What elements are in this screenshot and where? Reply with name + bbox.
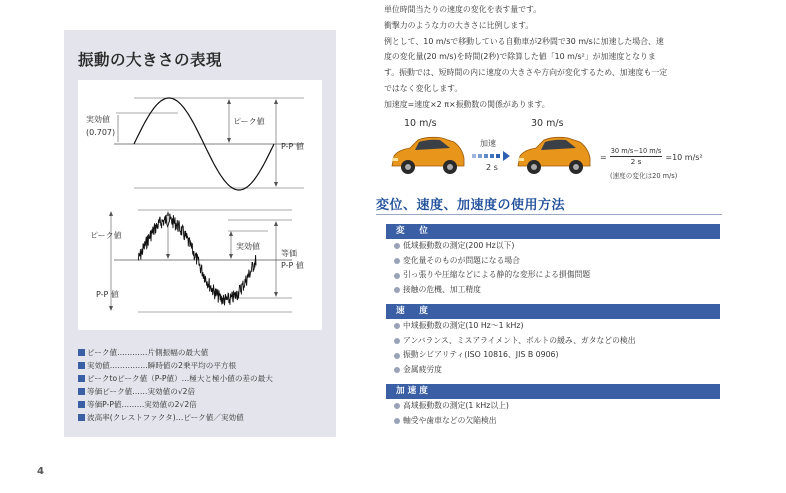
definition-item: ピーク値…………片側振幅の最大値 xyxy=(78,346,330,359)
arrow-right-icon xyxy=(472,151,518,161)
category-item: 接触の危機、加工精度 xyxy=(386,283,720,298)
formula-note: (速度の変化は20 m/s) xyxy=(610,172,678,180)
fig2-pp-arrowhead-top xyxy=(109,211,113,216)
square-bullet-icon xyxy=(78,362,85,369)
square-bullet-icon xyxy=(78,349,85,356)
category-item: 中域振動数の測定(10 Hz〜1 kHz) xyxy=(386,319,720,334)
panel-title: 振動の大きさの表現 xyxy=(78,51,223,69)
waveform-svg xyxy=(78,80,322,330)
bullet-icon xyxy=(394,273,400,279)
category-acceleration xyxy=(386,384,720,428)
definition-item: 等価ピーク値……実効値の√2倍 xyxy=(78,385,330,398)
noisy-wave xyxy=(138,214,256,306)
fig1-pp-label: P-P 値 xyxy=(281,142,304,151)
bullet-icon xyxy=(394,338,400,344)
acceleration-formula xyxy=(600,147,703,167)
category-displacement xyxy=(386,224,720,298)
intro-line: 例として、10 m/sで移動している自動車が2秒間で30 m/sに加速した場合、速 xyxy=(384,36,664,46)
fig1-rms-value: (0.707) xyxy=(86,128,116,137)
definition-list xyxy=(78,346,330,424)
fig1-peak-arrowhead-bottom xyxy=(227,138,231,143)
fig2-equiv-arrowhead-bottom xyxy=(274,292,278,297)
square-bullet-icon xyxy=(78,401,85,408)
waveform-figure xyxy=(78,80,322,330)
fig2-pp-label: P-P 値 xyxy=(96,290,119,299)
category-item: 変化量そのものが問題になる場合 xyxy=(386,254,720,269)
definition-item: 波高率(クレストファクタ)…ピーク値／実効値 xyxy=(78,411,330,424)
category-item: 振動シビアリティ(ISO 10816、JIS B 0906) xyxy=(386,348,720,363)
bullet-icon xyxy=(394,403,400,409)
car-icon-end xyxy=(514,134,594,178)
intro-line: 加速度=速度×2 π×振動数の関係があります。 xyxy=(384,99,550,109)
definition-item: 実効値……………瞬時値の2乗平均の平方根 xyxy=(78,359,330,372)
fig1-peak-label: ピーク値 xyxy=(233,117,265,126)
fig2-equiv-label-2: P-P 値 xyxy=(281,261,304,270)
category-item: 引っ張りや圧縮などによる静的な変形による損傷問題 xyxy=(386,268,720,283)
definition-item: 等価P-P値………実効値の2√2倍 xyxy=(78,398,330,411)
square-bullet-icon xyxy=(78,375,85,382)
fig1-pp-arrowhead-bottom xyxy=(274,182,278,187)
fig1-rms-label: 実効値 xyxy=(86,115,110,124)
category-header: 速 度 xyxy=(386,304,720,319)
intro-line: 単位時間当たりの速度の変化を表す量です。 xyxy=(384,5,542,14)
car-acceleration-figure xyxy=(384,114,729,188)
bullet-icon xyxy=(394,243,400,249)
formula-numerator: 30 m/s−10 m/s xyxy=(610,147,662,155)
category-header: 加速度 xyxy=(386,384,720,399)
fig2-peak-label: ピーク値 xyxy=(90,231,122,240)
car-icon-start xyxy=(388,134,468,178)
fig2-rms-label: 実効値 xyxy=(236,242,260,251)
acceleration-intro xyxy=(384,2,724,113)
category-item: 金属疲労度 xyxy=(386,363,720,378)
intro-line: ではなく変化します。 xyxy=(384,83,463,93)
section-title: 変位、速度、加速度の使用方法 xyxy=(376,198,566,213)
bullet-icon xyxy=(394,353,400,359)
end-speed-label: 30 m/s xyxy=(531,118,564,129)
time-label: 2 s xyxy=(486,163,498,172)
fig2-rms-arrowhead-bottom xyxy=(229,254,233,259)
formula-denominator: 2 s xyxy=(630,157,642,166)
category-item: 軸受や歯車などの欠陥検出 xyxy=(386,414,720,429)
category-item: アンバランス、ミスアライメント、ボルトの緩み、ガタなどの検出 xyxy=(386,334,720,349)
definition-item: ピークtoピーク値（P-P値）…極大と極小値の差の最大 xyxy=(78,372,330,385)
fig2-rms-arrowhead-top xyxy=(229,231,233,236)
accel-label: 加速 xyxy=(480,139,496,148)
fig2-pp-arrowhead-bottom xyxy=(109,306,113,311)
start-speed-label: 10 m/s xyxy=(404,118,437,129)
fig2-peak-arrowhead-bottom xyxy=(166,254,170,259)
formula-result: =10 m/s² xyxy=(665,152,703,162)
page-number: 4 xyxy=(37,466,44,477)
bullet-icon xyxy=(394,418,400,424)
section-divider xyxy=(376,214,722,215)
formula-fraction xyxy=(610,147,663,167)
fig1-peak-arrowhead-top xyxy=(227,99,231,104)
fig1-pp-arrowhead-top xyxy=(274,99,278,104)
intro-line: 衝撃力のような力の大きさに比例します。 xyxy=(384,20,534,30)
intro-line: 度の変化量(20 m/s)を時間(2秒)で除算した値「10 m/s²」が加速度となりま xyxy=(384,52,656,62)
bullet-icon xyxy=(394,258,400,264)
category-velocity xyxy=(386,304,720,378)
square-bullet-icon xyxy=(78,388,85,395)
fig2-equiv-label-1: 等価 xyxy=(281,249,297,258)
bullet-icon xyxy=(394,323,400,329)
fig2-equiv-arrowhead-top xyxy=(274,221,278,226)
category-item: 高域振動数の測定(1 kHz以上) xyxy=(386,399,720,414)
formula-equals: = xyxy=(600,152,607,162)
vibration-magnitude-panel xyxy=(64,30,336,437)
intro-line: す。振動では、短時間の内に速度の大きさや方向が変化するため、加速度も一定 xyxy=(384,68,668,78)
fig2-peak-arrowhead-top xyxy=(166,211,170,216)
bullet-icon xyxy=(394,367,400,373)
bullet-icon xyxy=(394,287,400,293)
square-bullet-icon xyxy=(78,414,85,421)
category-header: 変 位 xyxy=(386,224,720,239)
category-item: 低域振動数の測定(200 Hz以下) xyxy=(386,239,720,254)
